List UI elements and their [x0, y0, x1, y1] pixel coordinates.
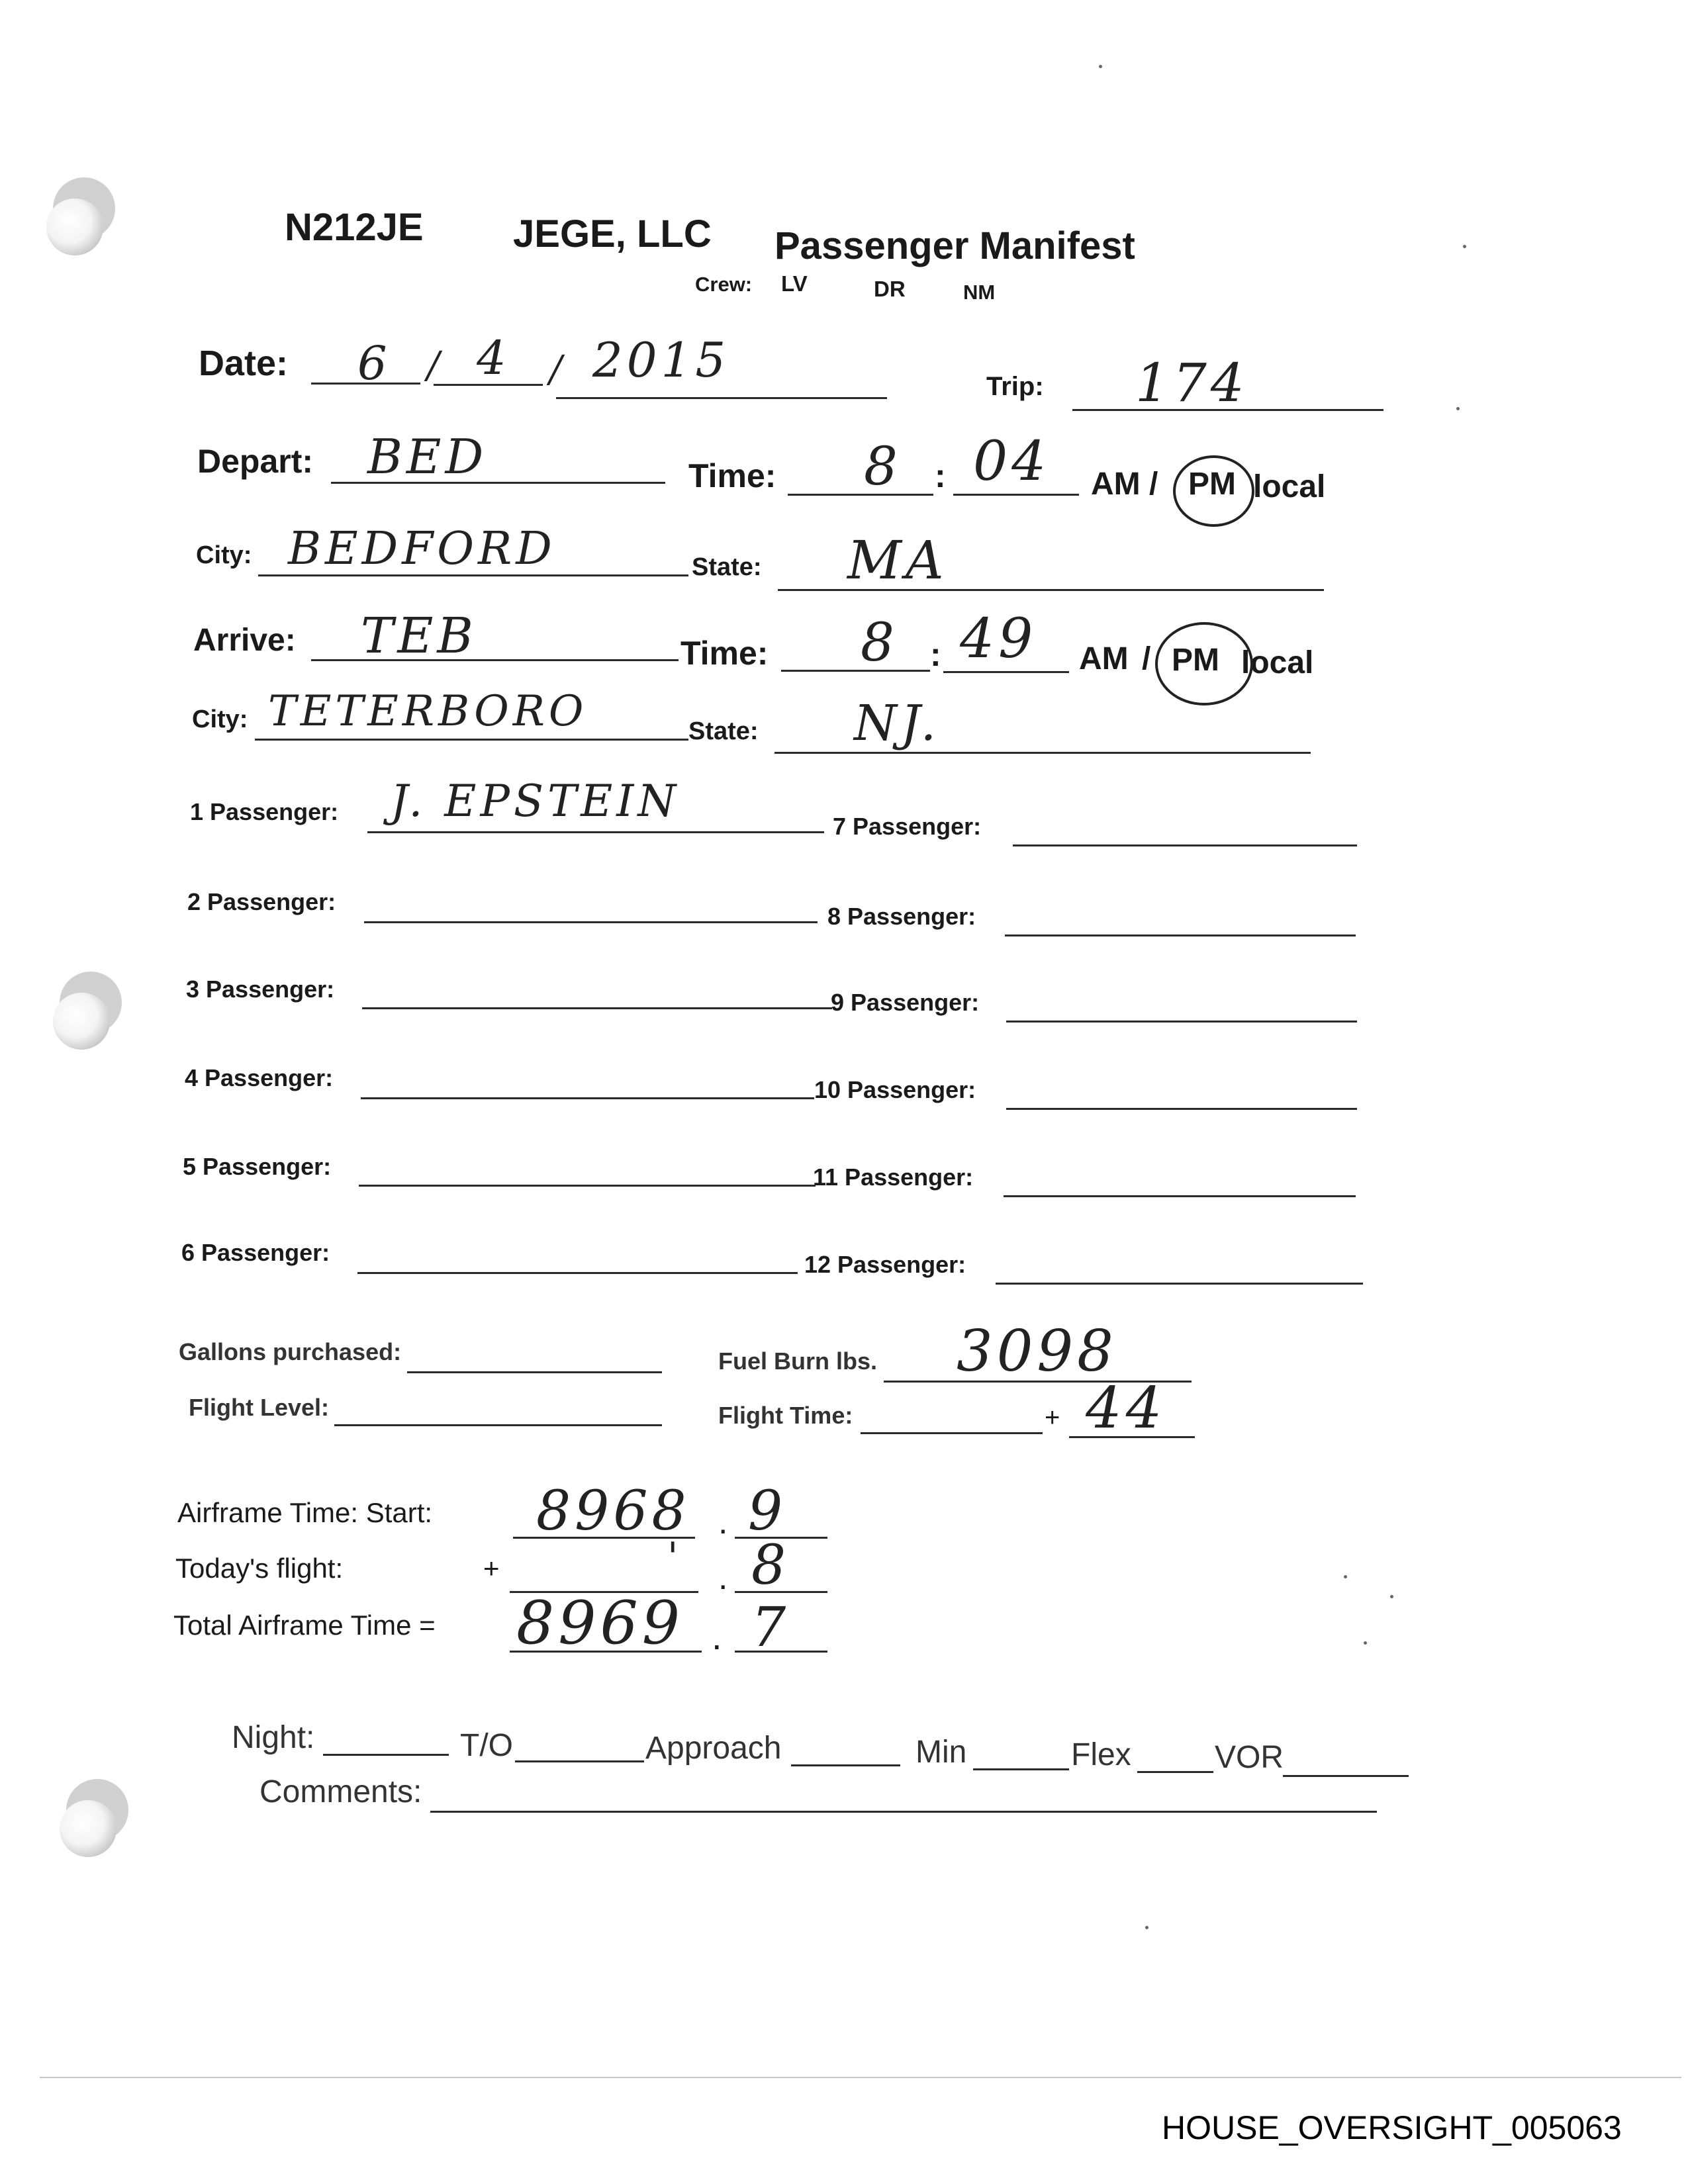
date-separator: / [427, 344, 444, 387]
passenger-12-line [996, 1283, 1363, 1285]
crew-label: Crew: [695, 273, 753, 296]
bates-number: HOUSE_OVERSIGHT_005063 [1162, 2109, 1622, 2146]
flight-time-label: Flight Time: [718, 1402, 853, 1429]
airframe-start-whole: 8968 [536, 1480, 690, 1543]
company-name: JEGE, LLC [513, 212, 712, 255]
passenger-10-label: 10 Passenger: [814, 1076, 976, 1103]
flight-time-line [861, 1432, 1043, 1434]
passenger-1-name: J. EPSTEIN [391, 776, 680, 827]
comments-label: Comments: [259, 1774, 422, 1809]
depart-time-colon: : [935, 457, 946, 494]
punch-hole-middle [53, 993, 110, 1050]
vor-label: VOR [1215, 1740, 1284, 1775]
passenger-4-line [361, 1097, 814, 1099]
passenger-4-label: 4 Passenger: [185, 1064, 334, 1091]
arrive-local-label: local [1241, 645, 1314, 680]
arrive-slash: / [1142, 641, 1151, 676]
scan-speck [1145, 1926, 1149, 1929]
depart-hour-line [788, 494, 933, 496]
night-label: Night: [232, 1720, 315, 1755]
scan-edge [40, 2077, 1681, 2078]
to-label: T/O [460, 1728, 513, 1763]
passenger-10-line [1006, 1108, 1357, 1110]
form-title: Passenger Manifest [774, 224, 1135, 267]
passenger-9-line [1006, 1021, 1357, 1023]
arrive-state-value: NJ. [854, 695, 941, 752]
fuel-burn-value: 3098 [957, 1318, 1117, 1385]
flex-label: Flex [1071, 1737, 1131, 1772]
vor-line [1283, 1775, 1409, 1777]
approach-line [791, 1764, 900, 1766]
depart-min-value: 04 [973, 430, 1051, 493]
scan-speck [1456, 407, 1460, 410]
depart-city-label: City: [196, 541, 252, 569]
night-line [323, 1754, 449, 1756]
passenger-1-label: 1 Passenger: [190, 798, 339, 825]
passenger-11-line [1004, 1195, 1356, 1197]
date-year-line [556, 397, 887, 399]
crew-member: LV [781, 271, 808, 296]
arrive-am-label: AM [1079, 641, 1129, 676]
arrive-label: Arrive: [193, 623, 296, 658]
scan-speck [1463, 245, 1466, 248]
crew-member: NM [963, 281, 996, 304]
passenger-12-label: 12 Passenger: [804, 1251, 966, 1278]
passenger-8-line [1005, 934, 1356, 936]
flight-time-value: 44 [1086, 1375, 1166, 1441]
arrive-min-line [943, 671, 1069, 673]
todays-flight-plus: + [483, 1553, 500, 1584]
todays-flight-dot: . [718, 1559, 728, 1597]
total-airframe-dot: . [712, 1615, 722, 1657]
depart-state-label: State: [692, 553, 762, 581]
fuel-burn-label: Fuel Burn lbs. [718, 1347, 878, 1375]
date-day-value: 4 [477, 331, 510, 385]
date-year-value: 2015 [592, 332, 730, 388]
arrive-time-colon: : [930, 636, 941, 673]
tail-number: N212JE [285, 206, 424, 249]
min-label: Min [915, 1735, 967, 1770]
passenger-6-label: 6 Passenger: [181, 1239, 330, 1266]
crew-member: DR [874, 277, 906, 301]
scan-speck [1364, 1641, 1367, 1645]
arrive-state-line [774, 752, 1311, 754]
passenger-5-label: 5 Passenger: [183, 1153, 332, 1180]
passenger-2-label: 2 Passenger: [187, 888, 336, 915]
arrive-city-line [255, 739, 688, 741]
arrive-pm-label: PM [1172, 643, 1219, 678]
depart-am-label: AM / [1091, 467, 1158, 502]
arrive-time-label: Time: [680, 635, 769, 672]
total-airframe-tenth: 7 [751, 1596, 790, 1659]
trip-value: 174 [1135, 352, 1248, 414]
date-separator: / [549, 348, 566, 391]
airframe-start-dot: . [718, 1503, 728, 1541]
arrive-hour-value: 8 [861, 612, 898, 673]
flight-level-label: Flight Level: [189, 1394, 330, 1421]
approach-label: Approach [645, 1731, 782, 1766]
todays-flight-label: Today's flight: [175, 1553, 344, 1584]
punch-hole-top [46, 199, 103, 255]
scan-speck [1390, 1595, 1393, 1598]
depart-label: Depart: [197, 443, 314, 480]
total-airframe-label: Total Airframe Time = [173, 1610, 436, 1641]
scan-speck [1099, 65, 1102, 68]
depart-pm-circle [1173, 455, 1254, 527]
arrive-min-value: 49 [960, 608, 1037, 670]
passenger-1-line [367, 831, 824, 833]
flight-level-line [334, 1424, 662, 1426]
airframe-start-tenth: 9 [748, 1480, 787, 1543]
arrive-state-label: State: [688, 717, 759, 745]
depart-time-label: Time: [688, 457, 776, 494]
passenger-7-label: 7 Passenger: [833, 813, 982, 840]
gallons-line [407, 1371, 662, 1373]
todays-flight-whole: ' [667, 1534, 682, 1580]
passenger-8-label: 8 Passenger: [827, 903, 976, 930]
arrive-value: TEB [361, 608, 477, 664]
passenger-3-line [362, 1007, 832, 1009]
punch-hole-bottom [60, 1800, 117, 1857]
depart-city-value: BEDFORD [288, 523, 556, 575]
passenger-3-label: 3 Passenger: [186, 976, 335, 1003]
depart-local-label: local [1253, 469, 1326, 504]
passenger-6-line [357, 1272, 798, 1274]
depart-min-line [953, 494, 1079, 496]
date-month-value: 6 [357, 336, 391, 390]
airframe-start-label: Airframe Time: Start: [177, 1497, 433, 1528]
arrive-city-value: TETERBORO [268, 687, 588, 736]
depart-value: BED [367, 429, 488, 484]
total-airframe-whole: 8969 [516, 1588, 684, 1658]
arrive-pm-circle [1155, 622, 1253, 705]
scan-speck [1344, 1575, 1347, 1578]
arrive-hour-line [781, 670, 930, 672]
comments-line [430, 1811, 1377, 1813]
flight-time-plus: + [1045, 1403, 1060, 1432]
trip-label: Trip: [986, 372, 1044, 401]
min-line [973, 1768, 1069, 1770]
todays-flight-tenth: 8 [751, 1534, 790, 1597]
date-label: Date: [199, 343, 289, 383]
flex-line [1137, 1771, 1213, 1773]
passenger-5-line [359, 1185, 816, 1187]
depart-pm-label: PM [1188, 467, 1236, 502]
gallons-label: Gallons purchased: [179, 1338, 402, 1365]
to-line [515, 1760, 644, 1762]
passenger-2-line [364, 921, 818, 923]
depart-state-value: MA [847, 529, 948, 591]
passenger-9-label: 9 Passenger: [831, 989, 980, 1016]
passenger-11-label: 11 Passenger: [813, 1163, 974, 1191]
passenger-7-line [1013, 844, 1357, 846]
arrive-city-label: City: [192, 705, 248, 733]
depart-hour-value: 8 [864, 435, 902, 497]
